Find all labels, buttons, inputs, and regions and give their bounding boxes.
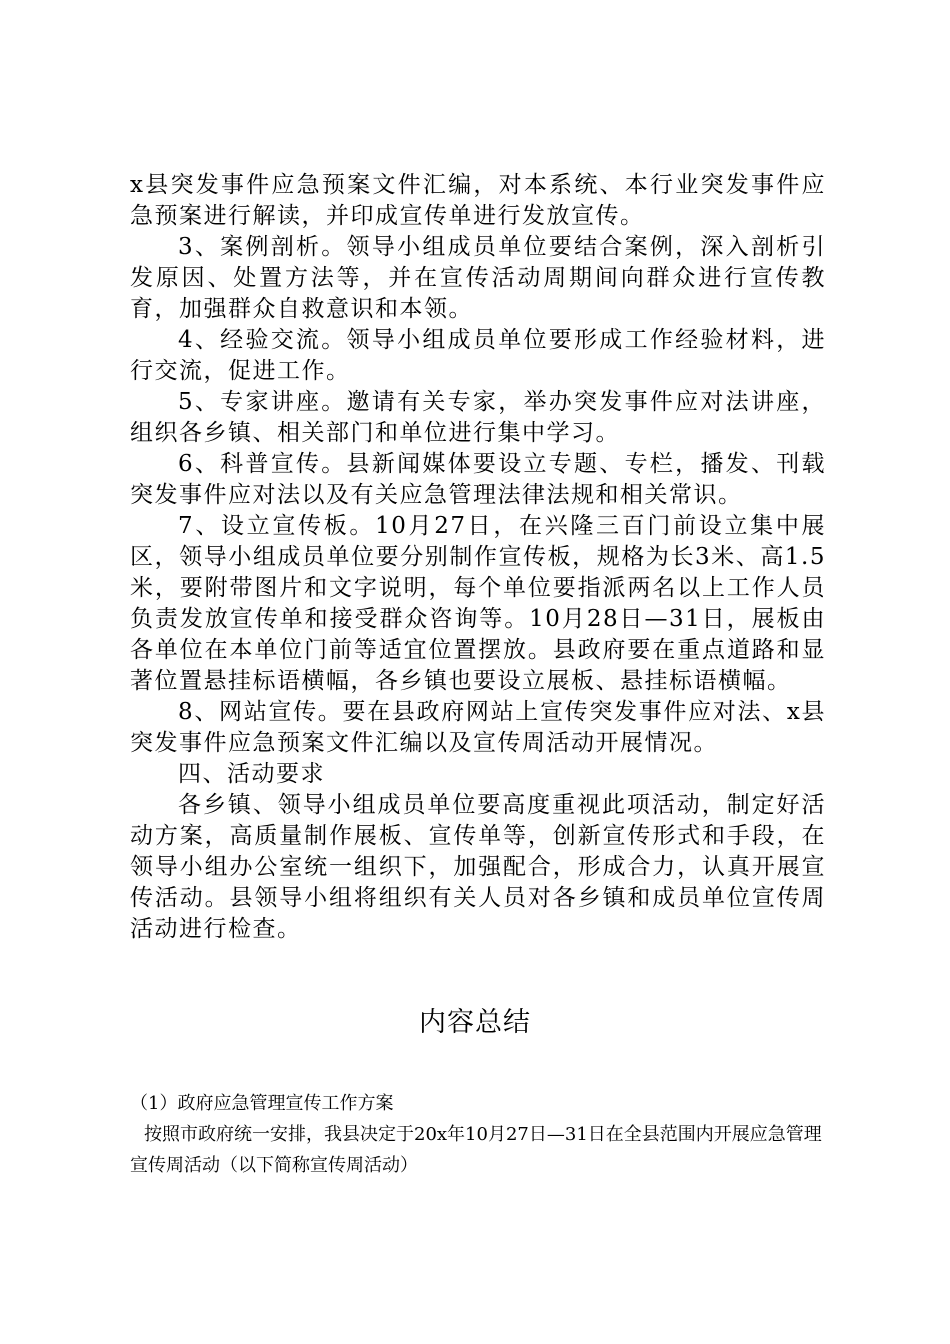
paragraph-case-analysis: 3、案例剖析。领导小组成员单位要结合案例，深入剖析引发原因、处置方法等，并在宣传活动周期间向群众进行宣传教育，加强群众自救意识和本领。	[130, 234, 826, 322]
summary-text: 按照市政府统一安排，我县决定于20x年10月27日—31日在全县范围内开展应急管理宣传周活动（以下简称宣传周活动）	[130, 1124, 822, 1176]
paragraph-publicity-board: 7、设立宣传板。10月27日，在兴隆三百门前设立集中展区，领导小组成员单位要分别制作宣传板，规格为长3米、高1.5米，要附带图片和文字说明，每个单位要指派两名以上工作人员负责发放宣传单和接受群众咨询等。10月28日—31日，展板由各单位在本单位门前等适宜位置摆放。县政府要在重点道路和显著位置悬挂标语横幅，各乡镇也要设立展板、悬挂标语横幅。	[130, 513, 826, 694]
section-heading-requirements: 四、活动要求	[178, 761, 325, 787]
paragraph-expert-lecture: 5、专家讲座。邀请有关专家，举办突发事件应对法讲座，组织各乡镇、相关部门和单位进行集中学习。	[130, 389, 826, 446]
document-body	[130, 170, 826, 945]
summary-title: 内容总结	[419, 1007, 531, 1038]
paragraph-website-publicity: 8、网站宣传。要在县政府网站上宣传突发事件应对法、x县突发事件应急预案文件汇编以及宣传周活动开展情况。	[130, 699, 826, 756]
summary-heading: （1）政府应急管理宣传工作方案	[130, 1093, 394, 1114]
paragraph-science-publicity: 6、科普宣传。县新闻媒体要设立专题、专栏，播发、刊载突发事件应对法以及有关应急管理法律法规和相关常识。	[130, 451, 826, 508]
summary-section	[130, 1088, 830, 1181]
paragraph-requirements: 各乡镇、领导小组成员单位要高度重视此项活动，制定好活动方案，高质量制作展板、宣传单等，创新宣传形式和手段，在领导小组办公室统一组织下，加强配合，形成合力，认真开展宣传活动。县领导小组将组织有关人员对各乡镇和成员单位宣传周活动进行检查。	[130, 792, 826, 942]
paragraph-continuation: x县突发事件应急预案文件汇编，对本系统、本行业突发事件应急预案进行解读，并印成宣传单进行发放宣传。	[130, 172, 826, 229]
paragraph-experience-exchange: 4、经验交流。领导小组成员单位要形成工作经验材料，进行交流，促进工作。	[130, 327, 826, 384]
